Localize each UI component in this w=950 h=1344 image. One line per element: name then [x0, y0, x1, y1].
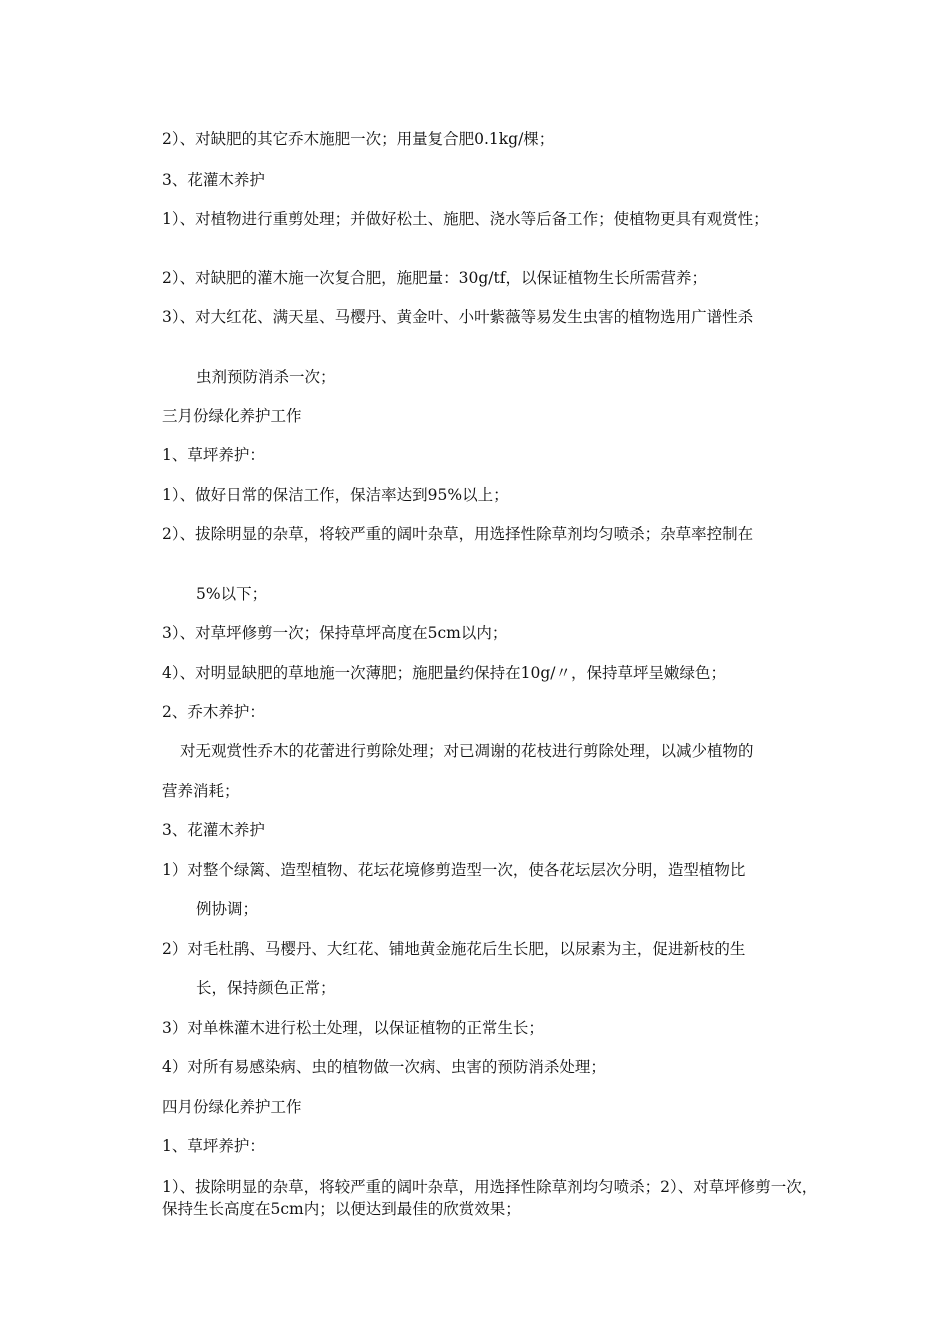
paragraph: 对无观赏性乔木的花蕾进行剪除处理；对已凋谢的花枝进行剪除处理，以减少植物的	[180, 742, 754, 760]
paragraph: 1）、对植物进行重剪处理；并做好松土、施肥、浇水等后备工作；使植物更具有观赏性；	[162, 210, 769, 228]
section-heading: 1、草坪养护：	[162, 446, 265, 464]
paragraph: 3）、对大红花、满天星、马樱丹、黄金叶、小叶紫薇等易发生虫害的植物选用广谱性杀	[162, 308, 754, 326]
section-heading: 3、花灌木养护	[162, 821, 265, 839]
paragraph: 4）对所有易感染病、虫的植物做一次病、虫害的预防消杀处理；	[162, 1058, 606, 1076]
paragraph: 4）、对明显缺肥的草地施一次薄肥；施肥量约保持在10g/〃，保持草坪呈嫩绿色；	[162, 664, 726, 682]
paragraph: 2）、拔除明显的杂草，将较严重的阔叶杂草，用选择性除草剂均匀喷杀；杂草率控制在	[162, 525, 754, 543]
section-heading: 3、花灌木养护	[162, 171, 265, 189]
section-title: 四月份绿化养护工作	[162, 1098, 302, 1116]
paragraph-continuation: 虫剂预防消杀一次；	[196, 368, 336, 386]
paragraph: 2）、对缺肥的灌木施一次复合肥，施肥量：30g/tf，以保证植物生长所需营养；	[162, 269, 707, 287]
section-title: 三月份绿化养护工作	[162, 407, 302, 425]
paragraph-continuation: 5%以下；	[196, 585, 268, 603]
paragraph: 1）对整个绿篱、造型植物、花坛花境修剪造型一次，使各花坛层次分明，造型植物比	[162, 861, 746, 879]
paragraph: 2）对毛杜鹃、马樱丹、大红花、铺地黄金施花后生长肥，以尿素为主，促进新枝的生	[162, 940, 746, 958]
paragraph-continuation: 例协调；	[196, 900, 259, 918]
paragraph-continuation: 长，保持颜色正常；	[196, 979, 336, 997]
paragraph: 1）、拔除明显的杂草，将较严重的阔叶杂草，用选择性除草剂均匀喷杀；2）、对草坪修剪一次，保持生长高度在5cm内；以便达到最佳的欣赏效果；	[162, 1178, 818, 1218]
paragraph: 3）对单株灌木进行松土处理，以保证植物的正常生长；	[162, 1019, 544, 1037]
paragraph-continuation: 营养消耗；	[162, 782, 240, 800]
paragraph: 3）、对草坪修剪一次；保持草坪高度在5cm以内；	[162, 624, 508, 642]
paragraph: 2）、对缺肥的其它乔木施肥一次；用量复合肥0.1kg/棵；	[162, 130, 555, 148]
paragraph: 1）、做好日常的保洁工作，保洁率达到95%以上；	[162, 486, 509, 504]
section-heading: 2、乔木养护：	[162, 703, 265, 721]
section-heading: 1、草坪养护：	[162, 1137, 265, 1155]
